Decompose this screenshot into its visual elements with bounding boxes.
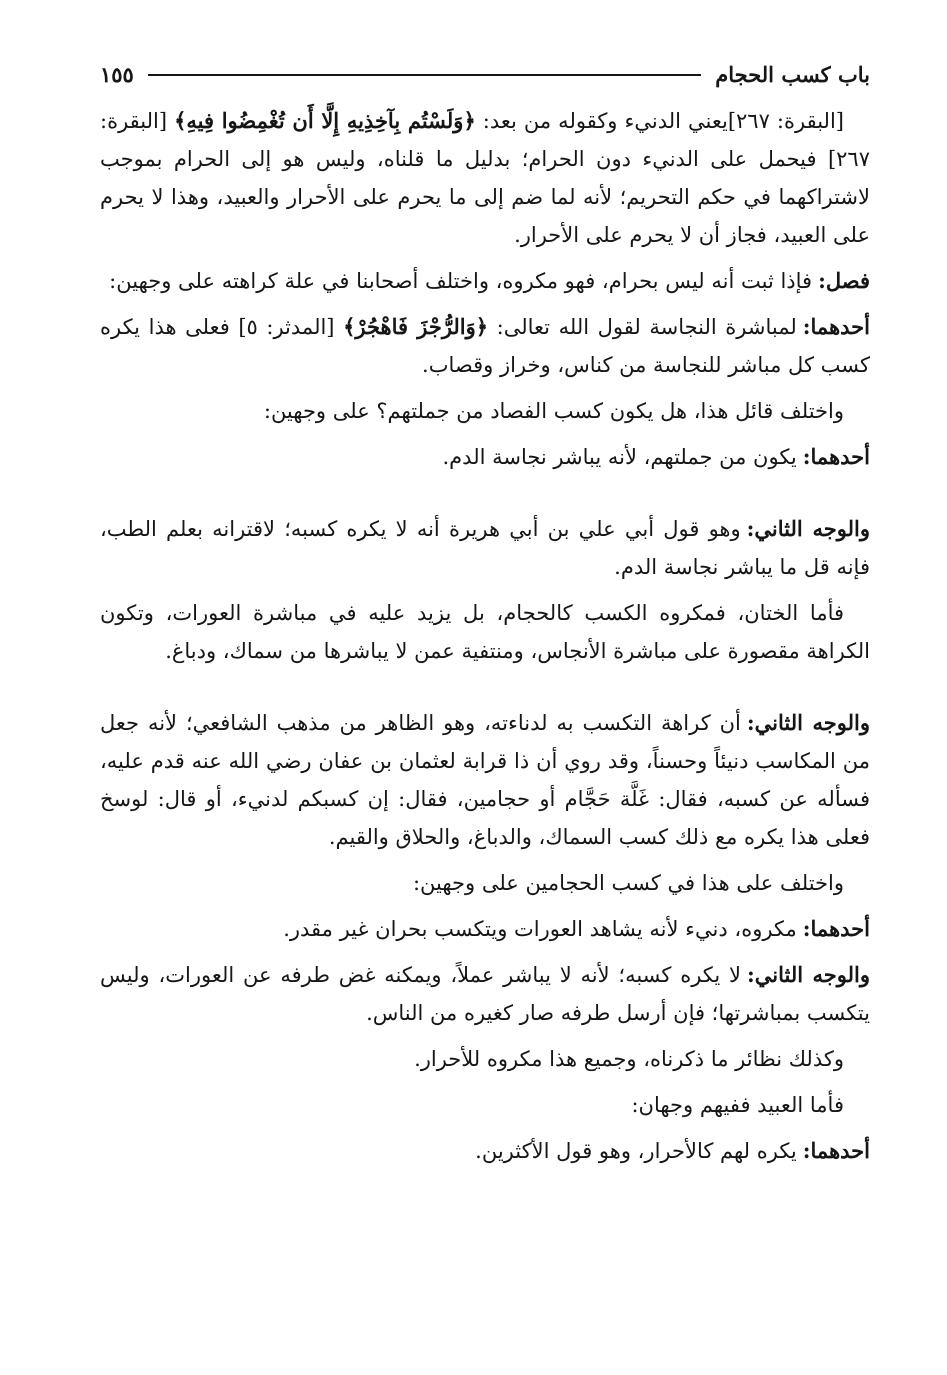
quran-verse: ﴿وَلَسْتُم بِآخِذِيهِ إِلَّا أَن تُغْمِضُوا فِيهِ﴾ [174,108,476,133]
paragraph-text: وهو قول أبي علي بن أبي هريرة أنه لا يكره كسبه؛ لاقترانه بعلم الطب، فإنه قل ما يباشر نجاسة الدم. [100,517,870,579]
quran-verse: ﴿وَالرُّجْزَ فَاهْجُرْ﴾ [343,314,489,339]
paragraph-lead: والوجه الثاني: [746,516,871,541]
paragraph-lead: أحدهما: [802,314,870,339]
paragraph-text: [المدثر: ٥] فعلى هذا يكره كسب كل مباشر للنجاسة من كناس، وخراز وقصاب. [100,315,870,377]
paragraph-text: أن كراهة التكسب به لدناءته، وهو الظاهر من مذهب الشافعي؛ لأنه جعل من المكاسب دنيئاً وحسناً، وقد روي أن ذا قرابة لعثمان بن عفان رضي الله عنه قدم عليه، فسأله عن كسبه، فقال: غَلَّة حَجَّام أو حجامين، فقال: إن كسبكم لدنيء، أو قال: لوسخ فعلى هذا يكره مع ذلك كسب السماك، والدباغ، والحلاق والقيم. [100,711,870,849]
paragraph [100,864,870,902]
paragraph [100,1086,870,1124]
paragraph-text: فأما الختان، فمكروه الكسب كالحجام، بل يزيد عليه في مباشرة العورات، وتكون الكراهة مقصورة على مباشرة الأنجاس، ومنتفية عمن لا يباشرها من سماك، ودباغ. [100,601,870,663]
paragraph-text: لا يكره كسبه؛ لأنه لا يباشر عملاً، ويمكنه غض طرفه عن العورات، وليس يتكسب بمباشرتها؛ فإن أرسل طرفه صار كغيره من الناس. [100,963,870,1025]
paragraph [100,594,870,670]
paragraph-lead: فصل: [818,268,870,293]
paragraph [100,704,870,856]
paragraph [100,910,870,948]
header-rule [148,74,701,76]
paragraph-lead: والوجه الثاني: [746,710,871,735]
paragraph-lead: والوجه الثاني: [747,962,870,987]
paragraph [100,308,870,384]
paragraph [100,956,870,1032]
paragraph-text: فأما العبيد ففيهم وجهان: [631,1093,844,1117]
paragraph-text: لمباشرة النجاسة لقول الله تعالى: [488,315,797,339]
page-number: ١٥٥ [100,62,134,87]
paragraph-text: واختلف على هذا في كسب الحجامين على وجهين: [412,871,844,895]
body-text [100,102,870,1170]
paragraph [100,438,870,476]
paragraph-text: [البقرة: ٢٦٧]يعني الدنيء وكقوله من بعد: [475,109,844,133]
page-header [100,52,870,98]
paragraph-lead: أحدهما: [802,444,870,469]
paragraph-lead: أحدهما: [802,1138,870,1163]
paragraph-text: مكروه، دنيء لأنه يشاهد العورات ويتكسب بحران غير مقدر. [283,917,797,941]
paragraph [100,510,870,586]
paragraph [100,392,870,430]
running-title: باب كسب الحجام [715,62,870,87]
paragraph-text: يكره لهم كالأحرار، وهو قول الأكثرين. [475,1139,797,1163]
paragraph [100,1040,870,1078]
document-page [100,52,870,1178]
paragraph [100,102,870,254]
paragraph-text: فإذا ثبت أنه ليس بحرام، فهو مكروه، واختلف أصحابنا في علة كراهته على وجهين: [109,269,813,293]
paragraph-text: [البقرة: ٢٦٧] فيحمل على الدنيء دون الحرام؛ بدليل ما قلناه، وليس هو إلى الحرام بموجب لاشتراكهما في حكم التحريم؛ لأنه لما ضم إلى ما يحرم على الأحرار والعبيد، وهذا لا يحرم على العبيد، فجاز أن لا يحرم على الأحرار. [100,109,870,247]
paragraph-text: يكون من جملتهم، لأنه يباشر نجاسة الدم. [442,445,797,469]
paragraph-text: وكذلك نظائر ما ذكرناه، وجميع هذا مكروه للأحرار. [414,1047,844,1071]
paragraph [100,1132,870,1170]
paragraph [100,262,870,300]
paragraph-text: واختلف قائل هذا، هل يكون كسب الفصاد من جملتهم؟ على وجهين: [263,399,844,423]
paragraph-lead: أحدهما: [802,916,870,941]
